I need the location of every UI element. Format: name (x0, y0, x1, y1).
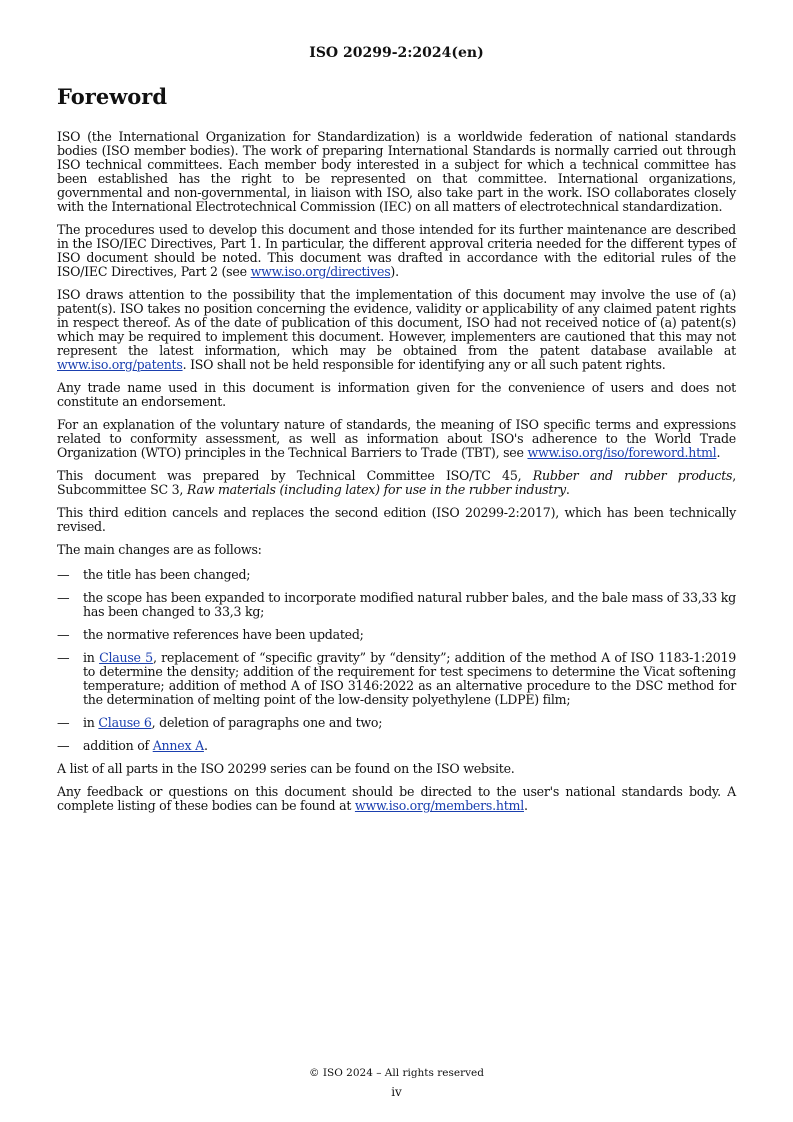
foreword-body (57, 130, 736, 822)
paragraph-text: . (524, 798, 528, 813)
paragraph-committee (57, 469, 736, 497)
paragraph-parts-list: A list of all parts in the ISO 20299 series can be found on the ISO website. (57, 761, 515, 776)
paragraph-trade-name: Any trade name used in this document is information given for the convenience of users and does not constitute an endorsement. (57, 380, 736, 409)
paragraph-text: Any feedback or questions on this document should be directed to the user's national standards body. A complete listing of these bodies can be found at (57, 784, 736, 813)
paragraph-text: , Subcommittee SC 3, (57, 468, 736, 497)
foreword-link[interactable]: www.iso.org/iso/foreword.html (527, 445, 717, 460)
paragraph-feedback (57, 785, 736, 813)
paragraph-main-changes: The main changes are as follows: (57, 542, 262, 557)
paragraph-voluntary-nature (57, 418, 736, 460)
list-item-text: , deletion of paragraphs one and two; (151, 715, 383, 730)
page-number: iv (391, 1085, 402, 1099)
dash-marker: — (57, 567, 70, 582)
paragraph-text: This document was prepared by Technical Committee ISO/TC 45, (57, 468, 533, 483)
paragraph-edition: This third edition cancels and replaces the second edition (ISO 20299-2:2017), which has been technically revised. (57, 505, 736, 534)
list-item-text: addition of (83, 738, 153, 753)
paragraph-text: For an explanation of the voluntary nature of standards, the meaning of ISO specific terms and expressions related to conformity assessment, as well as information about ISO's adherence to the World Trade Organization (WTO) principles in the Technical Barriers to Trade (TBT), see (57, 417, 736, 460)
members-link[interactable]: www.iso.org/members.html (354, 798, 525, 813)
paragraph-patents (57, 288, 736, 372)
list-item-text: the scope has been expanded to incorporate modified natural rubber bales, and the bale mass of 33,33 kg has been changed to 33,3 kg; (83, 590, 736, 619)
paragraph-text: ). (390, 264, 399, 279)
list-item-text: in (83, 715, 99, 730)
list-item (57, 628, 736, 642)
list-item (57, 739, 736, 753)
document-id-header: ISO 20299-2:2024(en) (309, 45, 484, 61)
annex-a-link[interactable]: Annex A (152, 738, 204, 753)
patents-link[interactable]: www.iso.org/patents (57, 357, 183, 372)
list-item (57, 716, 736, 730)
paragraph-iso-intro: ISO (the International Organization for Standardization) is a worldwide federation of national standards bodies (ISO member bodies). The work of preparing International Standards is normally carried out through ISO technical committees. Each member body interested in a subject for which a technical committee has been established has the right to be represented on that committee. International organizations, governmental and non-governmental, in liaison with ISO, also take part in the work. ISO collaborates closely with the International Electrotechnical Commission (IEC) on all matters of electrotechnical standardization. (57, 129, 736, 214)
page-title: Foreword (57, 84, 168, 109)
clause-5-link[interactable]: Clause 5 (99, 650, 153, 665)
dash-marker: — (57, 590, 70, 605)
list-item (57, 591, 736, 619)
paragraph-text: . (716, 445, 721, 460)
clause-6-link[interactable]: Clause 6 (98, 715, 152, 730)
dash-marker: — (57, 650, 70, 665)
paragraph-text: ISO draws attention to the possibility that the implementation of this document may involve the use of (a) patent(s). ISO takes no position concerning the evidence, validity or applicability of any claimed patent rights in respect thereof. As of the date of publication of this document, ISO had not received notice of (a) patent(s) which may be required to implement this document. However, implementers are cautioned that this may not represent the latest information, which may be obtained from the patent database available at (57, 287, 736, 358)
list-item (57, 651, 736, 707)
list-item-text: the normative references have been updated; (83, 627, 364, 642)
list-item-text: the title has been changed; (83, 567, 251, 582)
directives-link[interactable]: www.iso.org/directives (250, 264, 391, 279)
paragraph-text: The procedures used to develop this document and those intended for its further maintenance are described in the ISO/IEC Directives, Part 1. In particular, the different approval criteria needed for the different types of ISO document should be noted. This document was drafted in accordance with the editorial rules of the ISO/IEC Directives, Part 2 (see (57, 222, 736, 279)
dash-marker: — (57, 738, 70, 753)
paragraph-text: . (565, 482, 570, 497)
list-item-text: . (203, 738, 208, 753)
list-item (57, 568, 736, 582)
list-item-text: in (83, 650, 100, 665)
copyright-footer: © ISO 2024 – All rights reserved (309, 1067, 484, 1079)
paragraph-procedures (57, 223, 736, 279)
paragraph-text: . ISO shall not be held responsible for identifying any or all such patent rights. (182, 357, 666, 372)
list-item-text: , replacement of “specific gravity” by “density”; addition of the method A of ISO 1183-1:2019 to determine the density; addition of the requirement for test specimens to determine the Vicat softening temperature; addition of method A of ISO 3146:2022 as an alternative procedure to the DSC method for the determination of melting point of the low-density polyethylene (LDPE) film; (83, 650, 736, 707)
committee-title: Rubber and rubber products (532, 468, 733, 483)
changes-list (57, 568, 736, 753)
dash-marker: — (57, 715, 70, 730)
dash-marker: — (57, 627, 70, 642)
subcommittee-title: Raw materials (including latex) for use in the rubber industry (186, 482, 566, 497)
